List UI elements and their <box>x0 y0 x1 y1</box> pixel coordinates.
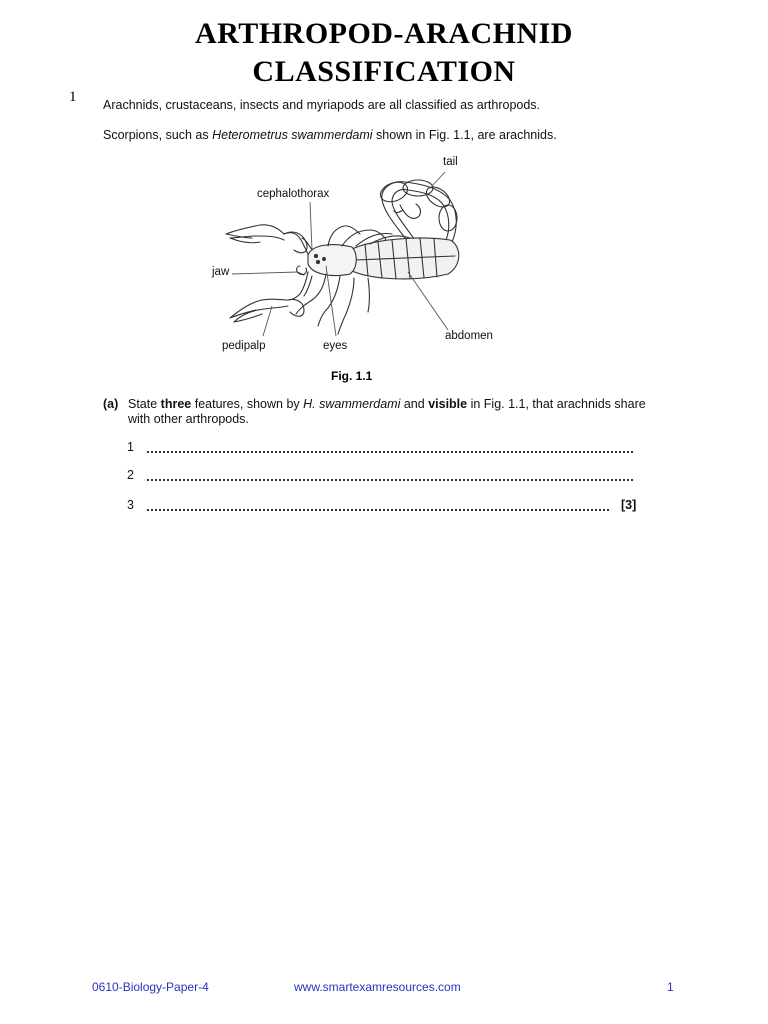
part-a-t1: State <box>128 397 161 411</box>
part-a-t3: features, shown by <box>191 397 304 411</box>
part-a-t4: H. swammerdami <box>303 397 401 411</box>
species-name: Heterometrus swammerdami <box>212 128 373 142</box>
part-a-text <box>128 397 648 427</box>
scorpion-text-post: shown in Fig. 1.1, are arachnids. <box>372 128 557 142</box>
footer-page-number: 1 <box>667 980 674 994</box>
scorpion-paragraph <box>103 127 557 143</box>
footer-paper-code: 0610-Biology-Paper-4 <box>92 980 209 994</box>
page-title-line-2: CLASSIFICATION <box>252 55 516 88</box>
part-a-t5: and <box>400 397 429 411</box>
answer-dotted-line[interactable] <box>147 509 609 511</box>
scorpion-text-pre: Scorpions, such as <box>103 128 213 142</box>
scorpion-figure <box>200 150 520 365</box>
label-tail: tail <box>443 156 458 168</box>
label-jaw: jaw <box>212 266 230 278</box>
part-a-t6: visible <box>428 397 468 411</box>
page-title-line-1: ARTHROPOD-ARACHNID <box>195 17 573 50</box>
figure-caption: Fig. 1.1 <box>331 369 373 383</box>
label-abdomen: abdomen <box>445 330 493 342</box>
intro-paragraph: Arachnids, crustaceans, insects and myriapods are all classified as arthropods. <box>103 98 541 112</box>
answer-number-1: 1 <box>127 440 134 454</box>
label-cephalothorax: cephalothorax <box>257 188 330 200</box>
part-a-t7: in Fig. 1.1, that arachnids share with other arthropods. <box>128 397 646 426</box>
answer-dotted-line[interactable] <box>147 451 633 453</box>
part-a-t2: three <box>160 397 192 411</box>
answer-dotted-line[interactable] <box>147 479 633 481</box>
part-a-letter: (a) <box>103 397 119 411</box>
footer-website-link[interactable]: www.smartexamresources.com <box>294 980 461 994</box>
answer-number-3: 3 <box>127 498 134 512</box>
label-eyes: eyes <box>323 340 348 352</box>
label-pedipalp: pedipalp <box>222 340 266 352</box>
question-number: 1 <box>69 89 77 105</box>
answer-number-2: 2 <box>127 468 134 482</box>
marks-allocation: [3] <box>621 498 637 512</box>
